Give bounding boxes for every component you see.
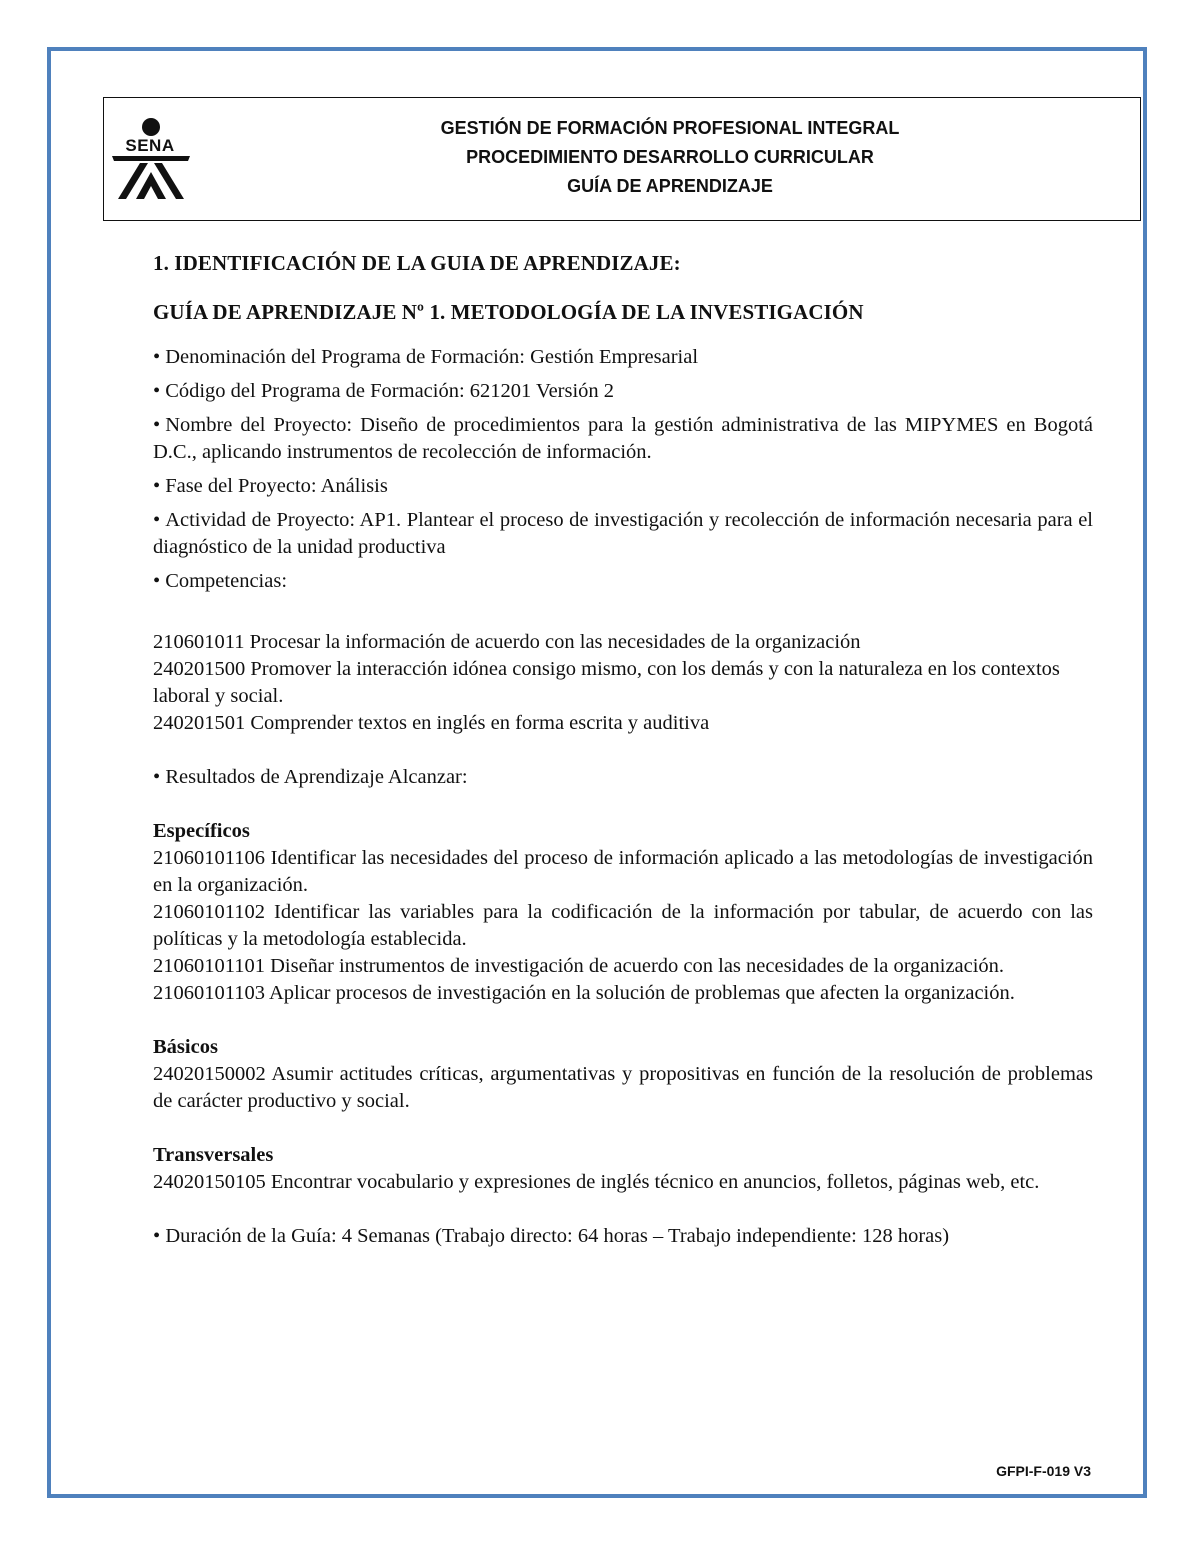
basicos-title: Básicos (153, 1036, 218, 1058)
resultado-item: 24020150105 Encontrar vocabulario y expresiones de inglés técnico en anuncios, folletos, páginas web, etc. (153, 1171, 1040, 1193)
program-name: Denominación del Programa de Formación: Gestión Empresarial (165, 346, 699, 368)
spacer (153, 602, 1093, 629)
bullet-symbol: • (153, 570, 161, 592)
header-titles (320, 114, 1020, 201)
header-line-1: GESTIÓN DE FORMACIÓN PROFESIONAL INTEGRAL (440, 118, 900, 138)
resultado-item: 21060101106 Identificar las necesidades del proceso de información aplicado a las metodologías de investigación en la organización. (153, 847, 1093, 896)
competencias-list (153, 629, 1093, 737)
section-heading: 1. IDENTIFICACIÓN DE LA GUIA DE APRENDIZAJE: (153, 251, 681, 275)
list-item (153, 507, 1093, 561)
especificos-section (153, 818, 1093, 1007)
sena-logo (104, 116, 196, 200)
especificos-title: Específicos (153, 820, 250, 842)
duracion-text: Duración de la Guía: 4 Semanas (Trabajo directo: 64 horas – Trabajo independiente: 128 horas) (165, 1225, 950, 1247)
bullet-symbol: • (153, 346, 161, 368)
resultados-text: Resultados de Aprendizaje Alcanzar: (165, 766, 468, 788)
form-code: GFPI-F-019 V3 (996, 1463, 1091, 1479)
basicos-section (153, 1034, 1093, 1115)
bullet-symbol: • (153, 509, 161, 531)
bullet-symbol: • (153, 475, 161, 497)
list-item (153, 568, 1093, 595)
spacer (153, 791, 1093, 818)
project-activity: Actividad de Proyecto: AP1. Plantear el proceso de investigación y recolección de información necesaria para el diagnóstico de la unidad productiva (153, 509, 1093, 558)
competencia-item: 240201501 Comprender textos en inglés en forma escrita y auditiva (153, 712, 710, 734)
resultado-item: 21060101102 Identificar las variables para la codificación de la información por tabular, de acuerdo con las políticas y la metodología establecida. (153, 901, 1093, 950)
list-item (153, 412, 1093, 466)
bullet-symbol: • (153, 766, 161, 788)
bullet-symbol: • (153, 414, 161, 436)
duracion-line (153, 1223, 1093, 1250)
spacer (153, 737, 1093, 764)
bullet-symbol: • (153, 380, 161, 402)
guide-content (153, 250, 1093, 1250)
resultado-item: 21060101103 Aplicar procesos de investigación en la solución de problemas que afecten la organización. (153, 982, 1015, 1004)
project-phase: Fase del Proyecto: Análisis (165, 475, 388, 497)
spacer (153, 1007, 1093, 1034)
list-item (153, 344, 1093, 371)
spacer (153, 1115, 1093, 1142)
competencia-item: 210601011 Procesar la información de acuerdo con las necesidades de la organización (153, 631, 861, 653)
header-line-2: PROCEDIMIENTO DESARROLLO CURRICULAR (466, 147, 874, 167)
transversales-section (153, 1142, 1093, 1196)
logo-text: SENA (125, 136, 175, 155)
bullet-symbol: • (153, 1225, 161, 1247)
spacer (153, 1196, 1093, 1223)
competencia-item: 240201500 Promover la interacción idónea consigo mismo, con los demás y con la naturaleza en los contextos laboral y social. (153, 658, 1060, 707)
competencias-label: Competencias: (165, 570, 288, 592)
identification-list (153, 344, 1093, 595)
list-item (153, 473, 1093, 500)
list-item (153, 378, 1093, 405)
resultados-label (153, 764, 1093, 791)
program-code: Código del Programa de Formación: 621201 Versión 2 (165, 380, 615, 402)
resultado-item: 21060101101 Diseñar instrumentos de investigación de acuerdo con las necesidades de la organización. (153, 955, 1005, 977)
project-name: Nombre del Proyecto: Diseño de procedimientos para la gestión administrativa de las MIPYMES en Bogotá D.C., aplicando instrumentos de recolección de información. (153, 414, 1093, 463)
guide-title: GUÍA DE APRENDIZAJE Nº 1. METODOLOGÍA DE LA INVESTIGACIÓN (153, 300, 864, 324)
transversales-title: Transversales (153, 1144, 274, 1166)
resultado-item: 24020150002 Asumir actitudes críticas, argumentativas y propositivas en función de la resolución de problemas de carácter productivo y social. (153, 1063, 1093, 1112)
header-line-3: GUÍA DE APRENDIZAJE (567, 176, 773, 196)
